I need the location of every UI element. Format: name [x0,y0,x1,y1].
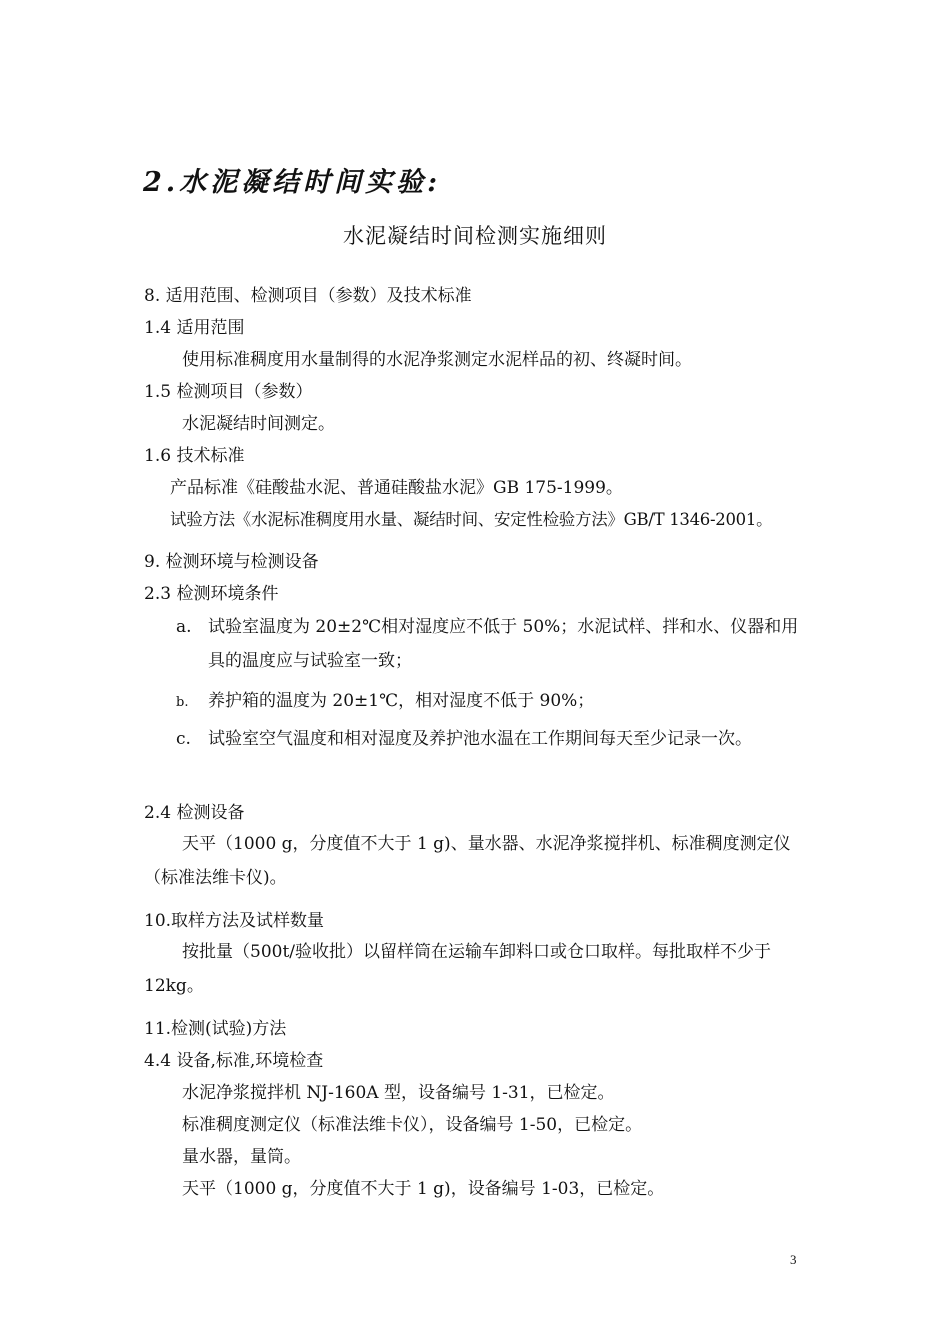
subsection-1-4-title: 1.4 适用范围 [144,318,245,338]
equipment-line-1: 水泥净浆搅拌机 NJ-160A 型，设备编号 1-31，已检定。 [182,1083,615,1103]
item-marker: a. [176,617,192,637]
item-marker: c. [176,729,191,749]
section-8-title: 8. 适用范围、检测项目（参数）及技术标准 [144,286,472,306]
item-marker: b. [176,695,189,710]
section-10-title: 10.取样方法及试样数量 [144,911,325,931]
subsection-4-4-title: 4.4 设备,标准,环境检查 [144,1051,324,1071]
condition-item-b [176,684,808,718]
item-text: 试验室温度为 20±2℃相对湿度应不低于 50%；水泥试样、拌和水、仪器和用具的温度应与试验室一致； [208,617,799,671]
condition-item-c [176,722,808,756]
subsection-1-4-text: 使用标准稠度用水量制得的水泥净浆测定水泥样品的初、终凝时间。 [182,350,692,370]
subsection-1-5-text: 水泥凝结时间测定。 [182,414,335,434]
subsection-2-4-title: 2.4 检测设备 [144,803,245,823]
page-number: 3 [790,1252,797,1267]
equipment-paragraph: 天平（1000 g，分度值不大于 1 g)、量水器、水泥净浆搅拌机、标准稠度测定仪（标准法维卡仪)。 [144,834,791,888]
equipment-line-3: 量水器，量筒。 [182,1147,301,1167]
subsection-1-6-title: 1.6 技术标准 [144,446,245,466]
condition-item-a [176,610,808,678]
item-text: 养护箱的温度为 20±1℃，相对湿度不低于 90%； [208,691,595,711]
subsection-1-5-title: 1.5 检测项目（参数） [144,382,313,402]
equipment-line-4: 天平（1000 g，分度值不大于 1 g)，设备编号 1-03，已检定。 [182,1179,665,1199]
section-9-title: 9. 检测环境与检测设备 [144,552,319,572]
section-heading: 2.水泥凝结时间实验: [143,167,442,198]
section-11-title: 11.检测(试验)方法 [144,1019,287,1039]
standard-line-2: 试验方法《水泥标准稠度用水量、凝结时间、安定性检验方法》GB/T 1346-2001。 [170,510,773,529]
item-text: 试验室空气温度和相对湿度及养护池水温在工作期间每天至少记录一次。 [208,729,752,749]
equipment-line-2: 标准稠度测定仪（标准法维卡仪），设备编号 1-50，已检定。 [182,1115,643,1135]
standard-line-1: 产品标准《硅酸盐水泥、普通硅酸盐水泥》GB 175-1999。 [170,478,623,498]
sampling-paragraph: 按批量（500t/验收批）以留样筒在运输车卸料口或仓口取样。每批取样不少于 12kg。 [144,942,772,996]
subsection-2-3-title: 2.3 检测环境条件 [144,584,279,604]
document-title: 水泥凝结时间检测实施细则 [343,224,607,248]
